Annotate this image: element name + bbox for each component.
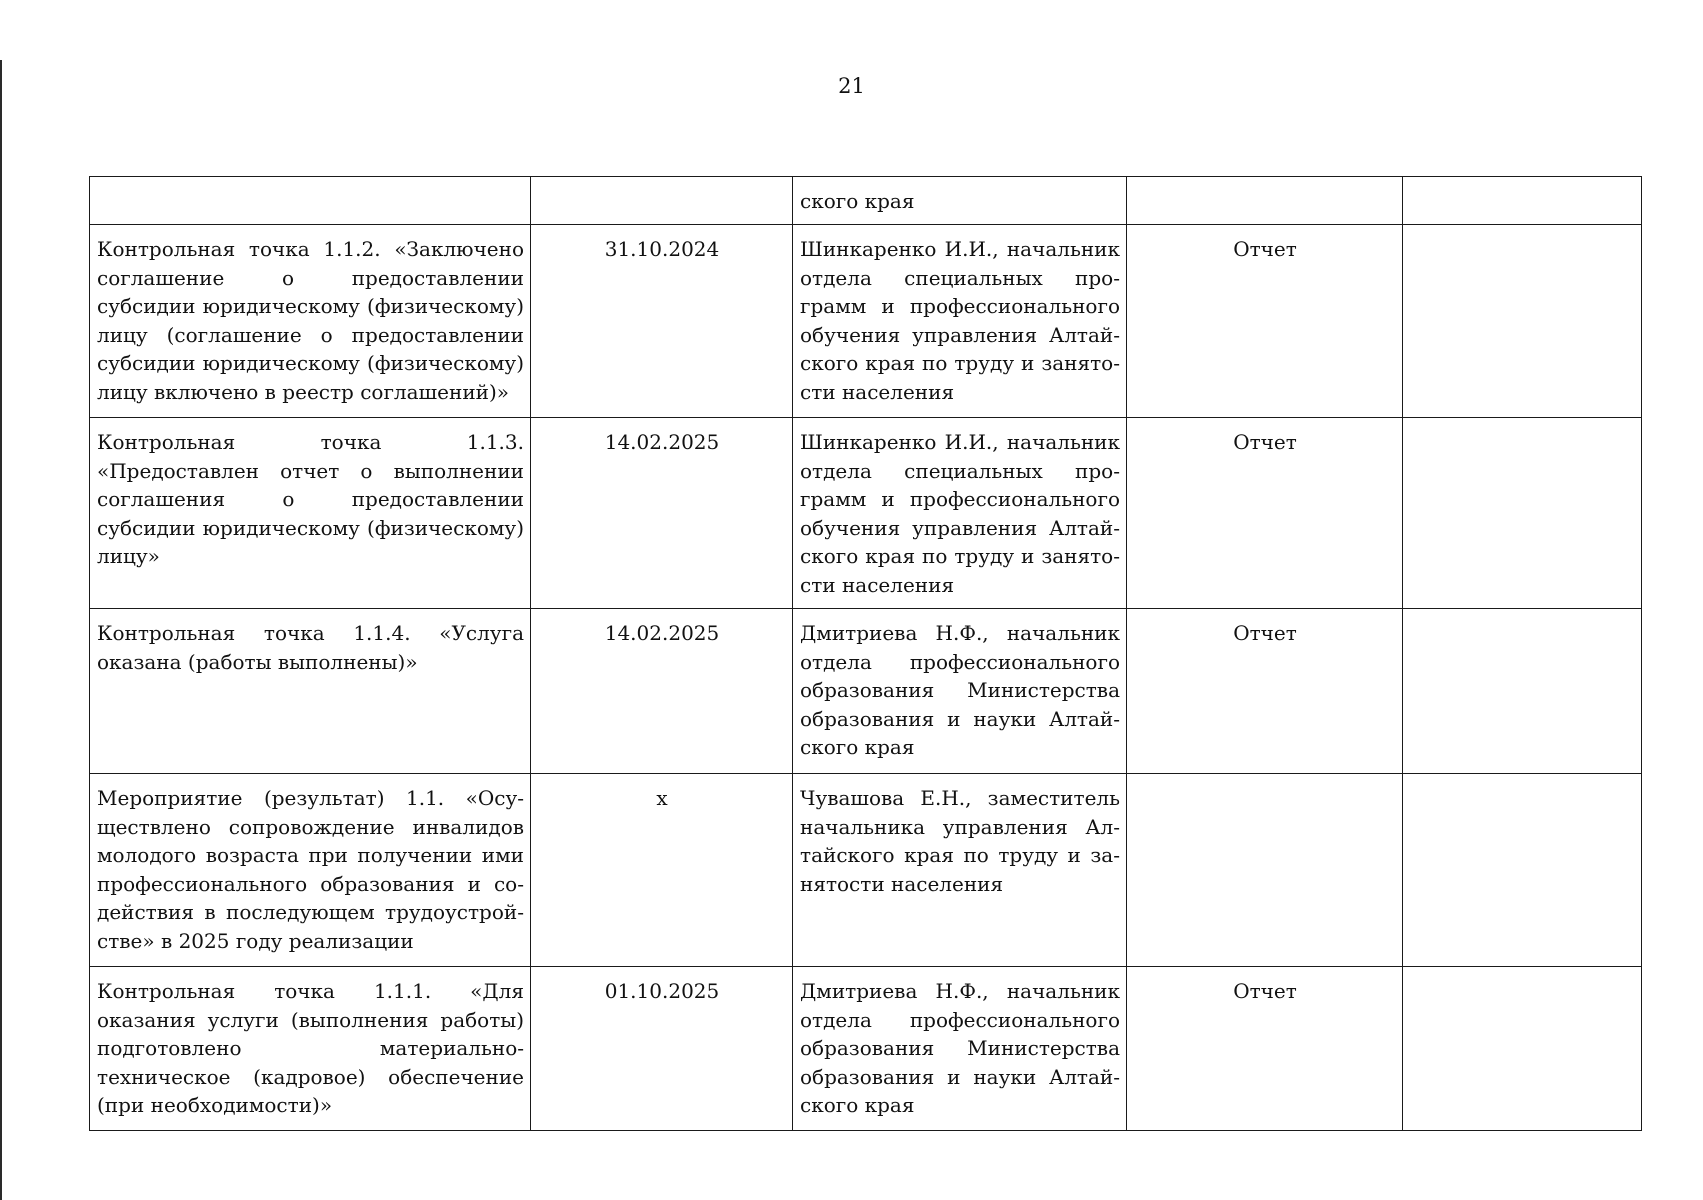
control-points-table	[89, 176, 1642, 1131]
document-cell: Отчет	[1127, 225, 1403, 418]
event-cell: Мероприятие (результат) 1.1. «Осуществлено сопровождение инвалидов молодого возраста при получении ими профессионального образования и содействия в последующем трудоустройстве» в 2025 году реализации	[90, 774, 531, 967]
date-cell: 31.10.2024	[531, 225, 793, 418]
table-row	[90, 967, 1642, 1131]
table-row	[90, 418, 1642, 609]
scan-edge	[0, 60, 2, 1200]
event-cell: Контрольная точка 1.1.4. «Услуга оказана (работы выполнены)»	[90, 609, 531, 774]
note-cell	[1403, 418, 1642, 609]
responsible-cell: ского края	[793, 177, 1127, 225]
date-cell: 01.10.2025	[531, 967, 793, 1131]
document-cell: Отчет	[1127, 418, 1403, 609]
table-row	[90, 177, 1642, 225]
note-cell	[1403, 177, 1642, 225]
event-cell	[90, 177, 531, 225]
document-cell: Отчет	[1127, 967, 1403, 1131]
responsible-cell: Шинкаренко И.И., начальник отдела специальных программ и профессионального обучения управления Алтайского края по труду и занятости населения	[793, 225, 1127, 418]
table-row	[90, 774, 1642, 967]
note-cell	[1403, 225, 1642, 418]
responsible-cell: Чувашова Е.Н., заместитель начальника управления Алтайского края по труду и занятости населения	[793, 774, 1127, 967]
note-cell	[1403, 967, 1642, 1131]
date-cell: 14.02.2025	[531, 609, 793, 774]
document-cell: Отчет	[1127, 609, 1403, 774]
event-cell: Контрольная точка 1.1.2. «Заключено соглашение о предоставлении субсидии юридическому (физическому) лицу (соглашение о предоставлении субсидии юридическому (физическому) лицу включено в реестр соглашений)»	[90, 225, 531, 418]
date-cell	[531, 177, 793, 225]
responsible-cell: Дмитриева Н.Ф., начальник отдела профессионального образования Министерства образования и науки Алтайского края	[793, 967, 1127, 1131]
table-row	[90, 609, 1642, 774]
document-cell	[1127, 177, 1403, 225]
note-cell	[1403, 609, 1642, 774]
document-cell	[1127, 774, 1403, 967]
note-cell	[1403, 774, 1642, 967]
event-cell: Контрольная точка 1.1.3. «Предоставлен отчет о выполнении соглашения о предоставлении субсидии юридическому (физическому) лицу»	[90, 418, 531, 609]
responsible-cell: Шинкаренко И.И., начальник отдела специальных программ и профессионального обучения управления Алтайского края по труду и занятости населения	[793, 418, 1127, 609]
page-number: 21	[838, 74, 865, 98]
date-cell: х	[531, 774, 793, 967]
table-row	[90, 225, 1642, 418]
responsible-cell: Дмитриева Н.Ф., начальник отдела профессионального образования Министерства образования и науки Алтайского края	[793, 609, 1127, 774]
date-cell: 14.02.2025	[531, 418, 793, 609]
event-cell: Контрольная точка 1.1.1. «Для оказания услуги (выполнения работы) подготовлено материально-техническое (кадровое) обеспечение (при необходимости)»	[90, 967, 531, 1131]
